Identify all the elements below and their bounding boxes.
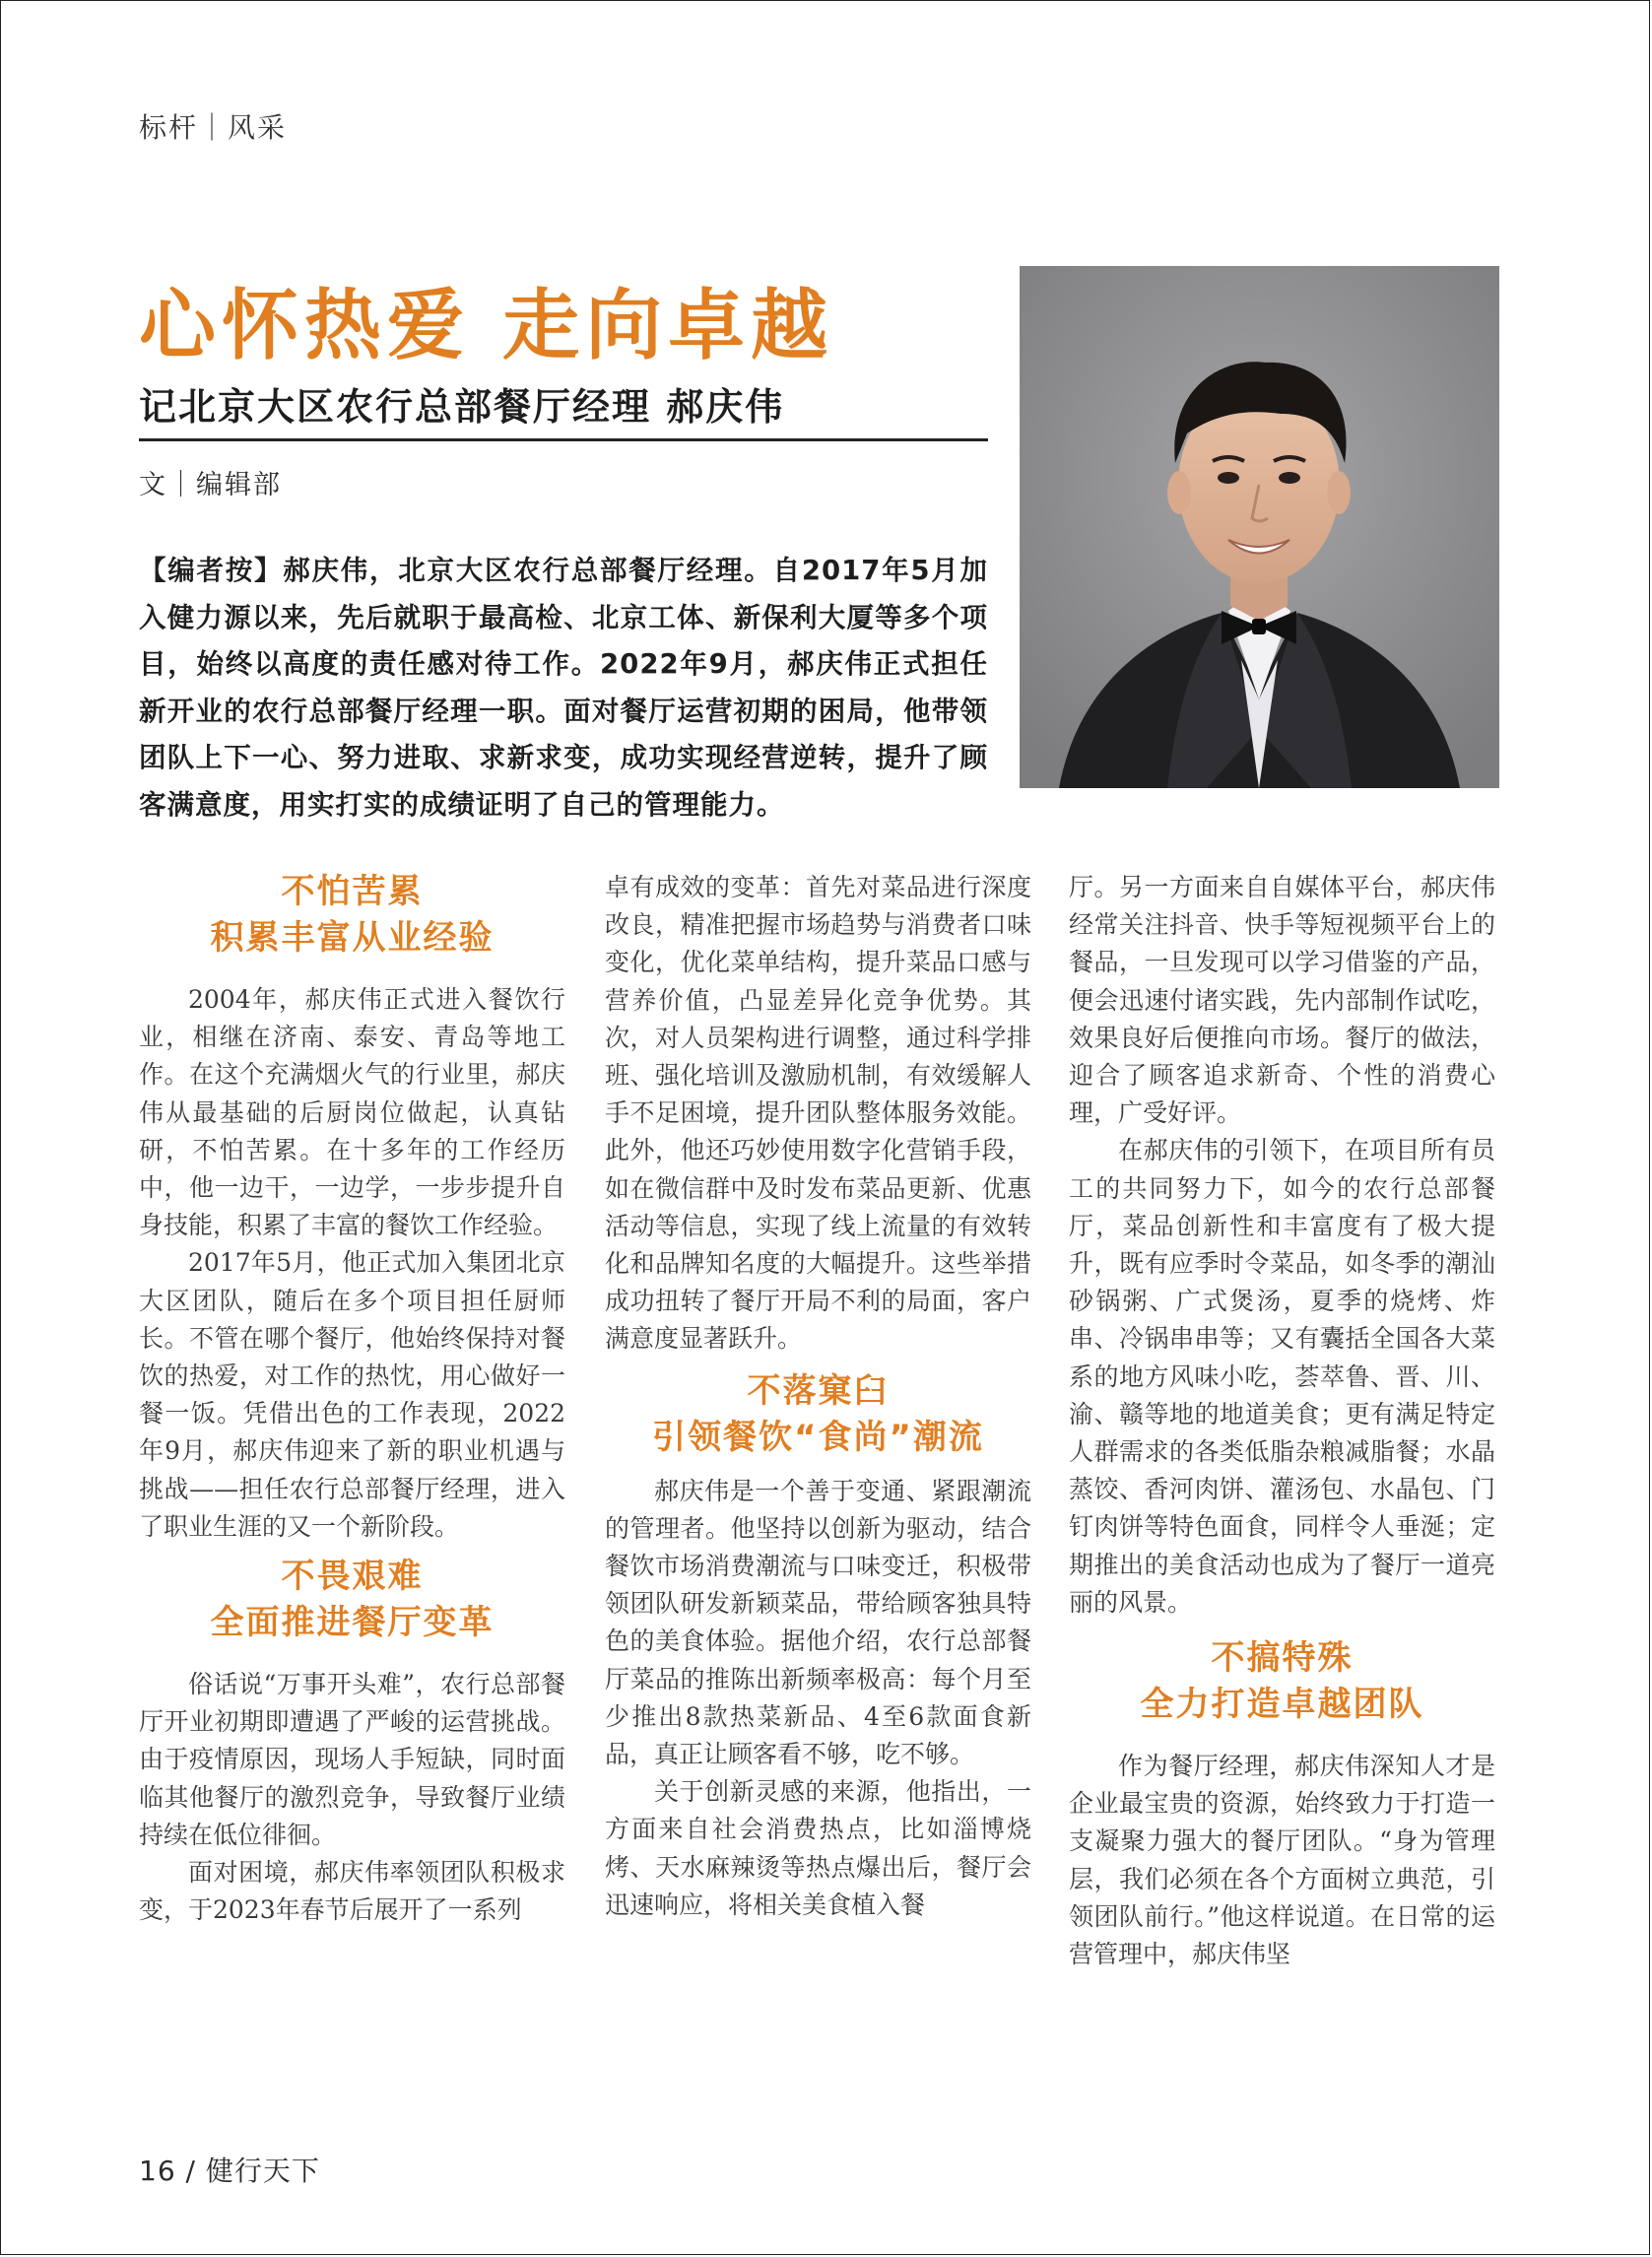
- body-paragraph: 在郝庆伟的引领下，在项目所有员工的共同努力下，如今的农行总部餐厅，菜品创新性和丰富度有了极大提升，既有应季时令菜品，如冬季的潮汕砂锅粥、广式煲汤，夏季的烧烤、炸串、冷锅串串等；又有囊括全国各大菜系的地方风味小吃，荟萃鲁、晋、川、渝、赣等地的地道美食；更有满足特定人群需求的各类低脂杂粮减脂餐；水晶蒸饺、香河肉饼、灌汤包、水晶包、门钉肉饼等特色面食，同样令人垂涎；定期推出的美食活动也成为了餐厅一道亮丽的风景。: [1069, 1136, 1495, 1617]
- column-2: [605, 869, 1031, 1924]
- body-paragraph: 面对困境，郝庆伟率领团队积极求变，于2023年春节后展开了一系列: [139, 1858, 565, 1925]
- section-heading-line: 不落窠臼: [747, 1370, 890, 1411]
- page-footer: 16 / 健行天下: [139, 2155, 320, 2187]
- section-heading-line: 引领餐饮“食尚”潮流: [652, 1417, 984, 1457]
- body-paragraph: 2017年5月，他正式加入集团北京大区团队，随后在多个项目担任厨师长。不管在哪个餐厅，他始终保持对餐饮的热爱，对工作的热忱，用心做好一餐一饭。凭借出色的工作表现，2022年9月，郝庆伟迎来了新的职业机遇与挑战——担任农行总部餐厅经理，进入了职业生涯的又一个新阶段。: [139, 1248, 565, 1541]
- section-heading-1: [139, 869, 565, 962]
- body-paragraph: 作为餐厅经理，郝庆伟深知人才是企业最宝贵的资源，始终致力于打造一支凝聚力强大的餐厅团队。“身为管理层，我们必须在各个方面树立典范，引领团队前行。”他这样说道。在日常的运营管理中，郝庆伟坚: [1069, 1752, 1495, 1969]
- section-heading-2: [139, 1554, 565, 1646]
- section-heading-line: 积累丰富从业经验: [210, 918, 495, 958]
- section-heading-line: 全力打造卓越团队: [1140, 1685, 1424, 1725]
- column-1: [139, 869, 565, 1929]
- section-heading-line: 不搞特殊: [1211, 1638, 1354, 1679]
- section-heading-line: 全面推进餐厅变革: [210, 1603, 495, 1643]
- body-paragraph: 郝庆伟是一个善于变通、紧跟潮流的管理者。他坚持以创新为驱动，结合餐饮市场消费潮流与口味变迁，积极带领团队研发新颖菜品，带给顾客独具特色的美食体验。据他介绍，农行总部餐厅菜品的推陈出新频率极高：每个月至少推出8款热菜新品、4至6款面食新品，真正让顾客看不够，吃不够。: [605, 1476, 1031, 1769]
- title-divider: [139, 438, 988, 441]
- portrait-photo: [1020, 266, 1499, 788]
- article-subtitle: 记北京大区农行总部餐厅经理 郝庆伟: [139, 385, 785, 429]
- section-header: 标杆｜风采: [139, 111, 288, 144]
- body-paragraph: 2004年，郝庆伟正式进入餐饮行业，相继在济南、泰安、青岛等地工作。在这个充满烟火气的行业里，郝庆伟从最基础的后厨岗位做起，认真钻研，不怕苦累。在十多年的工作经历中，他一边干，一边学，一步步提升自身技能，积累了丰富的餐饮工作经验。: [139, 985, 565, 1240]
- section-heading-line: 不畏艰难: [281, 1557, 424, 1597]
- section-heading-4: [1069, 1635, 1495, 1728]
- section-heading-3: [605, 1368, 1031, 1461]
- body-paragraph: 卓有成效的变革：首先对菜品进行深度改良，精准把握市场趋势与消费者口味变化，优化菜单结构，提升菜品口感与营养价值，凸显差异化竞争优势。其次，对人员架构进行调整，通过科学排班、强化培训及激励机制，有效缓解人手不足困境，提升团队整体服务效能。此外，他还巧妙使用数字化营销手段，如在微信群中及时发布菜品更新、优惠活动等信息，实现了线上流量的有效转化和品牌知名度的大幅提升。这些举措成功扭转了餐厅开局不利的局面，客户满意度显著跃升。: [605, 873, 1031, 1354]
- body-paragraph: 厅。另一方面来自自媒体平台，郝庆伟经常关注抖音、快手等短视频平台上的餐品，一旦发现可以学习借鉴的产品，便会迅速付诸实践，先内部制作试吃，效果良好后便推向市场。餐厅的做法，迎合了顾客追求新奇、个性的消费心理，广受好评。: [1069, 873, 1495, 1128]
- column-3: [1069, 869, 1495, 1973]
- body-paragraph: 关于创新灵感的来源，他指出，一方面来自社会消费热点，比如淄博烧烤、天水麻辣烫等热点爆出后，餐厅会迅速响应，将相关美食植入餐: [605, 1777, 1031, 1919]
- section-heading-line: 不怕苦累: [281, 872, 424, 911]
- byline: 文｜编辑部: [139, 470, 282, 500]
- body-paragraph: 俗话说“万事开头难”，农行总部餐厅开业初期即遭遇了严峻的运营挑战。由于疫情原因，现场人手短缺，同时面临其他餐厅的激烈竞争，导致餐厅业绩持续在低位徘徊。: [139, 1670, 565, 1849]
- editor-note: 【编者按】郝庆伟，北京大区农行总部餐厅经理。自2017年5月加入健力源以来，先后就职于最高检、北京工体、新保利大厦等多个项目，始终以高度的责任感对待工作。2022年9月，郝庆伟正式担任新开业的农行总部餐厅经理一职。面对餐厅运营初期的困局，他带领团队上下一心、努力进取、求新求变，成功实现经营逆转，提升了顾客满意度，用实打实的成绩证明了自己的管理能力。: [139, 555, 988, 821]
- article-title: 心怀热爱 走向卓越: [139, 281, 834, 370]
